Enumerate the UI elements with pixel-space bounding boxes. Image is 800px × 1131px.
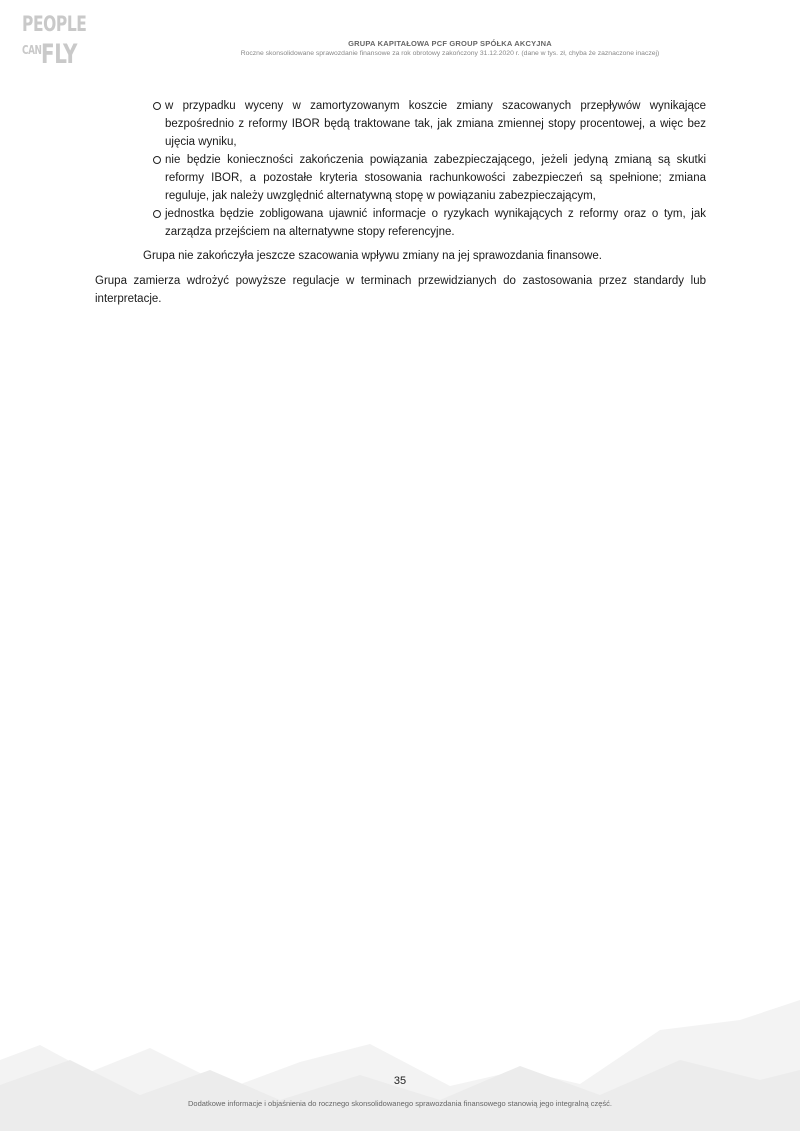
- list-item-text: nie będzie konieczności zakończenia powiązania zabezpieczającego, jeżeli jedyną zmianą są skutki reformy IBOR, a pozostałe kryteria stosowania rachunkowości zabezpieczeń są spełnione; zmiana reguluje, jak należy uwzględnić alternatywną stopę w powiązaniu zabezpieczającym,: [165, 154, 706, 202]
- implementation-paragraph: Grupa zamierza wdrożyć powyższe regulacje w terminach przewidzianych do zastosowania przez standardy lub interpretacje.: [95, 275, 706, 305]
- page-number: 35: [393, 1075, 407, 1087]
- logo-text-people: PEOPLE: [22, 12, 87, 36]
- list-item: [95, 97, 706, 151]
- logo-text-can: CAN: [22, 43, 42, 57]
- header-title: GRUPA KAPITAŁOWA PCF GROUP SPÓŁKA AKCYJNA: [348, 39, 552, 48]
- header-subtitle: Roczne skonsolidowane sprawozdanie finansowe za rok obrotowy zakończony 31.12.2020 r. (dane w tys. zł, chyba że zaznaczone inaczej): [240, 50, 660, 57]
- footer-note: Dodatkowe informacje i objaśnienia do rocznego skonsolidowanego sprawozdania finansowego stanowią jego integralną część.: [187, 1099, 612, 1108]
- logo-text-fly: FLY: [41, 39, 78, 70]
- impact-assessment-paragraph: Grupa nie zakończyła jeszcze szacowania wpływu zmiany na jej sprawozdania finansowe.: [143, 250, 602, 262]
- list-item-text: w przypadku wyceny w zamortyzowanym koszcie zmiany szacowanych przepływów wynikające bezpośrednio z reformy IBOR będą traktowane tak, jak zmiana zmiennej stopy procentowej, a więc bez ujęcia wyniku,: [165, 100, 706, 148]
- list-item: [95, 151, 706, 205]
- footer-mountains-decoration: [0, 1000, 800, 1131]
- circle-bullet-icon: [153, 156, 161, 164]
- page-header: [100, 39, 800, 57]
- circle-bullet-icon: [153, 102, 161, 110]
- list-item: [95, 205, 706, 241]
- bullet-list: [95, 97, 706, 241]
- company-logo: [22, 14, 92, 72]
- document-body: [95, 97, 706, 308]
- list-item-text: jednostka będzie zobligowana ujawnić informacje o ryzykach wynikających z reformy oraz o tym, jak zarządza przejściem na alternatywne stopy referencyjne.: [165, 208, 706, 238]
- circle-bullet-icon: [153, 210, 161, 218]
